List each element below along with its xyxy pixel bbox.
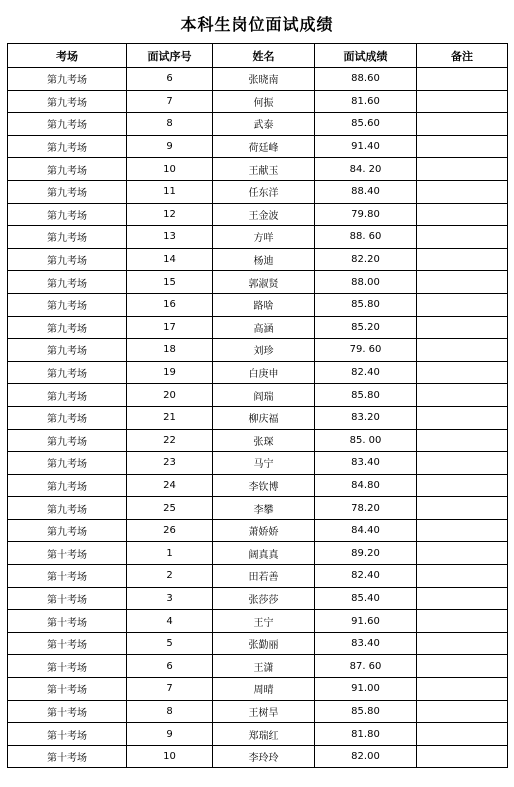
cell-interview-score: 83.40: [315, 632, 417, 655]
cell-name: 马宁: [213, 452, 315, 475]
cell-interview-score: 84. 20: [315, 158, 417, 181]
cell-exam-room: 第九考场: [8, 339, 127, 362]
cell-interview-number: 9: [127, 135, 213, 158]
cell-name: 刘珍: [213, 339, 315, 362]
cell-exam-room: 第十考场: [8, 655, 127, 678]
table-row: [8, 271, 508, 294]
cell-remarks: [417, 452, 508, 475]
cell-name: 王宁: [213, 610, 315, 633]
cell-interview-score: 84.80: [315, 474, 417, 497]
cell-name: 李钦博: [213, 474, 315, 497]
cell-exam-room: 第九考场: [8, 497, 127, 520]
cell-interview-score: 88. 60: [315, 226, 417, 249]
cell-interview-number: 10: [127, 158, 213, 181]
cell-exam-room: 第九考场: [8, 384, 127, 407]
table-row: [8, 226, 508, 249]
cell-interview-number: 11: [127, 180, 213, 203]
cell-interview-score: 88.60: [315, 68, 417, 91]
cell-remarks: [417, 745, 508, 768]
cell-interview-number: 13: [127, 226, 213, 249]
cell-remarks: [417, 474, 508, 497]
cell-interview-number: 16: [127, 293, 213, 316]
table-header-row: [8, 44, 508, 68]
table-row: [8, 678, 508, 701]
header-remarks: 备注: [417, 44, 508, 68]
cell-interview-number: 3: [127, 587, 213, 610]
cell-name: 方咩: [213, 226, 315, 249]
cell-name: 阔真真: [213, 542, 315, 565]
cell-exam-room: 第九考场: [8, 248, 127, 271]
cell-remarks: [417, 180, 508, 203]
cell-exam-room: 第九考场: [8, 68, 127, 91]
cell-interview-score: 89.20: [315, 542, 417, 565]
cell-name: 郑瑞红: [213, 723, 315, 746]
cell-interview-score: 79.80: [315, 203, 417, 226]
cell-name: 张勤丽: [213, 632, 315, 655]
table-row: [8, 429, 508, 452]
cell-interview-score: 88.40: [315, 180, 417, 203]
cell-exam-room: 第十考场: [8, 610, 127, 633]
cell-remarks: [417, 542, 508, 565]
cell-remarks: [417, 90, 508, 113]
cell-remarks: [417, 723, 508, 746]
table-row: [8, 519, 508, 542]
cell-interview-number: 8: [127, 700, 213, 723]
cell-name: 田若善: [213, 565, 315, 588]
cell-interview-score: 85.80: [315, 700, 417, 723]
cell-interview-number: 26: [127, 519, 213, 542]
cell-remarks: [417, 68, 508, 91]
table-row: [8, 587, 508, 610]
cell-interview-score: 91.00: [315, 678, 417, 701]
cell-interview-score: 91.60: [315, 610, 417, 633]
cell-name: 柳庆福: [213, 406, 315, 429]
table-row: [8, 135, 508, 158]
table-row: [8, 113, 508, 136]
cell-name: 王金波: [213, 203, 315, 226]
table-row: [8, 610, 508, 633]
cell-interview-number: 8: [127, 113, 213, 136]
cell-remarks: [417, 429, 508, 452]
cell-interview-number: 17: [127, 316, 213, 339]
cell-remarks: [417, 158, 508, 181]
cell-name: 高涵: [213, 316, 315, 339]
table-row: [8, 497, 508, 520]
cell-interview-score: 88.00: [315, 271, 417, 294]
cell-remarks: [417, 293, 508, 316]
cell-interview-number: 6: [127, 68, 213, 91]
cell-interview-number: 21: [127, 406, 213, 429]
cell-interview-score: 91.40: [315, 135, 417, 158]
table-row: [8, 655, 508, 678]
table-row: [8, 158, 508, 181]
table-row: [8, 565, 508, 588]
cell-interview-score: 85. 00: [315, 429, 417, 452]
cell-interview-score: 81.80: [315, 723, 417, 746]
cell-exam-room: 第九考场: [8, 158, 127, 181]
cell-interview-number: 19: [127, 361, 213, 384]
cell-remarks: [417, 610, 508, 633]
table-row: [8, 632, 508, 655]
cell-name: 李玲玲: [213, 745, 315, 768]
cell-remarks: [417, 700, 508, 723]
table-row: [8, 248, 508, 271]
cell-interview-score: 82.00: [315, 745, 417, 768]
cell-exam-room: 第十考场: [8, 700, 127, 723]
cell-interview-number: 14: [127, 248, 213, 271]
cell-exam-room: 第九考场: [8, 316, 127, 339]
table-row: [8, 90, 508, 113]
cell-exam-room: 第九考场: [8, 135, 127, 158]
cell-remarks: [417, 587, 508, 610]
header-exam-room: 考场: [8, 44, 127, 68]
cell-interview-score: 78.20: [315, 497, 417, 520]
table-row: [8, 700, 508, 723]
cell-name: 王献玉: [213, 158, 315, 181]
cell-interview-score: 85.80: [315, 384, 417, 407]
cell-interview-score: 83.40: [315, 452, 417, 475]
cell-remarks: [417, 678, 508, 701]
cell-interview-number: 22: [127, 429, 213, 452]
table-body: [8, 68, 508, 768]
cell-interview-score: 85.80: [315, 293, 417, 316]
cell-remarks: [417, 497, 508, 520]
cell-name: 王潇: [213, 655, 315, 678]
table-row: [8, 406, 508, 429]
cell-interview-score: 84.40: [315, 519, 417, 542]
cell-interview-score: 79. 60: [315, 339, 417, 362]
table-row: [8, 68, 508, 91]
cell-interview-score: 82.40: [315, 565, 417, 588]
cell-name: 任东洋: [213, 180, 315, 203]
table-row: [8, 474, 508, 497]
cell-remarks: [417, 519, 508, 542]
table-row: [8, 293, 508, 316]
cell-exam-room: 第十考场: [8, 745, 127, 768]
cell-exam-room: 第九考场: [8, 90, 127, 113]
cell-name: 周晴: [213, 678, 315, 701]
cell-name: 张莎莎: [213, 587, 315, 610]
table-row: [8, 316, 508, 339]
cell-exam-room: 第十考场: [8, 723, 127, 746]
header-name: 姓名: [213, 44, 315, 68]
cell-name: 何振: [213, 90, 315, 113]
cell-interview-score: 83.20: [315, 406, 417, 429]
cell-exam-room: 第十考场: [8, 565, 127, 588]
cell-remarks: [417, 226, 508, 249]
cell-interview-number: 25: [127, 497, 213, 520]
cell-remarks: [417, 339, 508, 362]
cell-interview-number: 4: [127, 610, 213, 633]
cell-interview-number: 20: [127, 384, 213, 407]
cell-remarks: [417, 361, 508, 384]
cell-exam-room: 第九考场: [8, 474, 127, 497]
cell-interview-score: 82.20: [315, 248, 417, 271]
cell-exam-room: 第九考场: [8, 406, 127, 429]
cell-name: 张琛: [213, 429, 315, 452]
cell-exam-room: 第九考场: [8, 203, 127, 226]
cell-interview-score: 85.40: [315, 587, 417, 610]
cell-interview-score: 85.60: [315, 113, 417, 136]
cell-name: 白庚申: [213, 361, 315, 384]
cell-interview-score: 82.40: [315, 361, 417, 384]
cell-name: 阎瑞: [213, 384, 315, 407]
cell-name: 李攀: [213, 497, 315, 520]
header-interview-number: 面试序号: [127, 44, 213, 68]
table-row: [8, 384, 508, 407]
cell-remarks: [417, 655, 508, 678]
cell-remarks: [417, 406, 508, 429]
cell-interview-number: 12: [127, 203, 213, 226]
cell-exam-room: 第九考场: [8, 452, 127, 475]
cell-exam-room: 第九考场: [8, 519, 127, 542]
cell-interview-number: 23: [127, 452, 213, 475]
cell-exam-room: 第九考场: [8, 180, 127, 203]
header-interview-score: 面试成绩: [315, 44, 417, 68]
cell-exam-room: 第十考场: [8, 587, 127, 610]
cell-interview-number: 10: [127, 745, 213, 768]
cell-remarks: [417, 203, 508, 226]
table-row: [8, 542, 508, 565]
cell-interview-number: 7: [127, 678, 213, 701]
cell-exam-room: 第九考场: [8, 429, 127, 452]
cell-name: 武泰: [213, 113, 315, 136]
cell-interview-number: 1: [127, 542, 213, 565]
cell-remarks: [417, 632, 508, 655]
cell-remarks: [417, 135, 508, 158]
cell-interview-number: 15: [127, 271, 213, 294]
cell-remarks: [417, 113, 508, 136]
cell-interview-number: 24: [127, 474, 213, 497]
cell-name: 路啥: [213, 293, 315, 316]
table-row: [8, 723, 508, 746]
cell-name: 张晓南: [213, 68, 315, 91]
cell-remarks: [417, 384, 508, 407]
cell-exam-room: 第十考场: [8, 542, 127, 565]
cell-remarks: [417, 271, 508, 294]
table-row: [8, 361, 508, 384]
cell-remarks: [417, 248, 508, 271]
table-row: [8, 339, 508, 362]
cell-name: 王树旱: [213, 700, 315, 723]
cell-name: 荷廷峰: [213, 135, 315, 158]
scores-table: [7, 43, 508, 768]
cell-interview-score: 81.60: [315, 90, 417, 113]
cell-interview-score: 87. 60: [315, 655, 417, 678]
cell-name: 萧娇娇: [213, 519, 315, 542]
table-row: [8, 180, 508, 203]
cell-remarks: [417, 316, 508, 339]
cell-exam-room: 第九考场: [8, 226, 127, 249]
cell-interview-number: 5: [127, 632, 213, 655]
cell-interview-number: 6: [127, 655, 213, 678]
cell-interview-number: 2: [127, 565, 213, 588]
cell-interview-number: 9: [127, 723, 213, 746]
cell-name: 杨迪: [213, 248, 315, 271]
page-title: 本科生岗位面试成绩: [180, 15, 334, 34]
cell-interview-number: 18: [127, 339, 213, 362]
cell-interview-number: 7: [127, 90, 213, 113]
cell-name: 郭淑贤: [213, 271, 315, 294]
table-row: [8, 203, 508, 226]
table-row: [8, 452, 508, 475]
cell-remarks: [417, 565, 508, 588]
cell-exam-room: 第十考场: [8, 632, 127, 655]
table-row: [8, 745, 508, 768]
cell-exam-room: 第九考场: [8, 293, 127, 316]
cell-exam-room: 第十考场: [8, 678, 127, 701]
cell-interview-score: 85.20: [315, 316, 417, 339]
cell-exam-room: 第九考场: [8, 361, 127, 384]
cell-exam-room: 第九考场: [8, 113, 127, 136]
cell-exam-room: 第九考场: [8, 271, 127, 294]
